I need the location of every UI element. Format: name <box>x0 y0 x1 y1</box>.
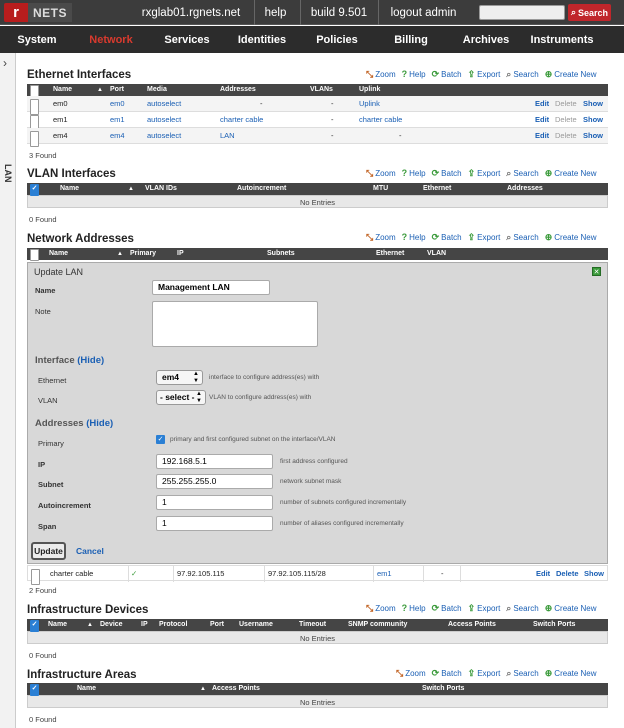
table-row: charter cable ✓ 97.92.105.115 97.92.105.115/28 em1 - Edit Delete Show <box>27 565 608 581</box>
table-row: em4 em4 autoselect LAN - - Edit Delete Show <box>27 128 608 144</box>
search-action-button[interactable]: ⌕ Search <box>506 68 539 79</box>
create-new-button[interactable]: ⊕ Create New <box>544 167 597 178</box>
export-icon: ⇪ <box>467 167 476 178</box>
vlan-table <box>27 183 608 208</box>
infra-devices-table <box>27 619 608 644</box>
help-icon: ? <box>401 69 408 79</box>
export-button[interactable]: ⇪ Export <box>467 602 501 613</box>
ip-label: IP <box>38 460 46 469</box>
magnifier-icon: ⌕ <box>506 667 512 678</box>
ethernet-title: Ethernet Interfaces <box>27 69 132 81</box>
addresses-rows <box>27 565 608 581</box>
autoincrement-field[interactable]: 1 <box>156 495 273 510</box>
search-input[interactable] <box>479 5 565 20</box>
zoom-button[interactable]: ⤡ Zoom <box>366 167 396 178</box>
autoincrement-hint: number of subnets configured incrementally <box>280 499 407 506</box>
update-button[interactable]: Update <box>31 542 66 560</box>
span-hint: number of aliases configured incrementally <box>280 520 404 527</box>
ethernet-table <box>27 84 608 144</box>
help-icon: ? <box>401 168 408 178</box>
addresses-heading: Addresses (Hide) <box>35 418 114 429</box>
show-button[interactable]: Show <box>583 99 603 108</box>
ip-hint: first address configured <box>280 458 348 465</box>
edit-button[interactable]: Edit <box>535 115 550 124</box>
select-all-checkbox[interactable]: ✓ <box>30 620 39 632</box>
row-checkbox[interactable] <box>31 569 40 585</box>
batch-icon: ⟳ <box>431 602 440 613</box>
logo[interactable] <box>4 3 72 22</box>
empty-message: No Entries <box>27 631 608 644</box>
search-action-button[interactable]: ⌕ Search <box>506 167 539 178</box>
build-info: build 9.501 <box>300 0 377 25</box>
ip-field[interactable]: 192.168.5.1 <box>156 454 273 469</box>
batch-icon: ⟳ <box>431 231 440 242</box>
table-header: Name ▲ Port Media Addresses VLANs Uplink <box>27 84 608 96</box>
select-all-checkbox[interactable]: ✓ <box>30 684 39 696</box>
magnifier-icon: ⌕ <box>506 231 512 242</box>
side-panel <box>0 53 16 728</box>
export-icon: ⇪ <box>467 68 476 79</box>
address-link[interactable]: charter cable <box>220 115 264 124</box>
help-button[interactable]: ? Help <box>401 168 426 178</box>
vlan-select[interactable]: - select - ▲ ▼ <box>156 390 206 405</box>
nav-instruments[interactable]: Instruments <box>530 33 594 46</box>
sort-arrow-icon[interactable]: ▲ <box>87 622 93 628</box>
table-row: em1 em1 autoselect charter cable - charter cable Edit Delete Show <box>27 112 608 128</box>
zoom-icon: ⤡ <box>396 667 404 678</box>
sort-arrow-icon[interactable]: ▲ <box>128 186 134 192</box>
export-button[interactable]: ⇪ Export <box>467 667 501 678</box>
subnet-label: Subnet <box>38 480 64 489</box>
magnifier-icon: ⌕ <box>506 167 512 178</box>
export-button[interactable]: ⇪ Export <box>467 231 501 242</box>
help-button[interactable]: ? Help <box>401 69 426 79</box>
search-button[interactable] <box>568 4 611 21</box>
ethernet-hint: interface to configure address(es) with <box>209 374 320 381</box>
addresses-hide-link[interactable]: (Hide) <box>86 418 114 429</box>
zoom-icon: ⤡ <box>366 602 374 613</box>
found-count: 0 Found <box>29 215 57 224</box>
nav-archives[interactable]: Archives <box>462 33 510 46</box>
batch-icon: ⟳ <box>431 167 440 178</box>
subnet-hint: network subnet mask <box>280 478 342 485</box>
plus-icon: ⊕ <box>544 68 553 79</box>
infra-devices-title: Infrastructure Devices <box>27 604 149 616</box>
subnet-field[interactable]: 255.255.255.0 <box>156 474 273 489</box>
nav-policies[interactable]: Policies <box>316 33 358 46</box>
infra-areas-table <box>27 683 608 708</box>
zoom-icon: ⤡ <box>366 167 374 178</box>
media-link[interactable]: autoselect <box>147 99 182 108</box>
create-new-button[interactable]: ⊕ Create New <box>544 231 597 242</box>
found-count: 2 Found <box>29 586 57 595</box>
ethernet-link[interactable]: em1 <box>377 569 392 578</box>
search-action-button[interactable]: ⌕ Search <box>506 667 539 678</box>
edit-button[interactable]: Edit <box>536 569 551 578</box>
magnifier-icon: ⌕ <box>506 602 512 613</box>
batch-button[interactable]: ⟳ Batch <box>431 167 462 178</box>
hostname: rxglab01.rgnets.net <box>141 6 241 19</box>
show-button[interactable]: Show <box>584 569 604 578</box>
nav-services[interactable]: Services <box>164 33 210 46</box>
media-link[interactable]: autoselect <box>147 115 182 124</box>
search-action-button[interactable]: ⌕ Search <box>506 602 539 613</box>
batch-button[interactable]: ⟳ Batch <box>431 68 462 79</box>
top-bar <box>0 0 624 25</box>
empty-message: No Entries <box>27 195 608 208</box>
export-icon: ⇪ <box>467 667 476 678</box>
zoom-button[interactable]: ⤡ Zoom <box>366 231 396 242</box>
vlan-title: VLAN Interfaces <box>27 168 116 180</box>
edit-button[interactable]: Edit <box>535 99 550 108</box>
updown-icon: ▲ ▼ <box>193 371 199 384</box>
batch-icon: ⟳ <box>431 68 440 79</box>
primary-checkbox[interactable]: ✓ <box>157 436 164 443</box>
help-icon: ? <box>401 603 408 613</box>
found-count: 0 Found <box>29 715 57 724</box>
help-button[interactable]: ? Help <box>401 232 426 242</box>
logo-mark: r <box>4 3 28 22</box>
sort-arrow-icon[interactable]: ▲ <box>117 251 123 257</box>
zoom-button[interactable]: ⤡ Zoom <box>396 667 426 678</box>
name-label: Name <box>35 286 56 295</box>
nav-network[interactable]: Network <box>89 33 133 46</box>
vlan-label: VLAN <box>38 396 58 405</box>
plus-icon: ⊕ <box>544 167 553 178</box>
autoincrement-label: Autoincrement <box>38 501 91 510</box>
show-button[interactable]: Show <box>583 131 603 140</box>
updown-icon: ▲ ▼ <box>196 391 202 404</box>
nav-system[interactable]: System <box>17 33 57 46</box>
zoom-button[interactable]: ⤡ Zoom <box>366 602 396 613</box>
select-all-checkbox[interactable]: ✓ <box>30 184 39 196</box>
export-icon: ⇪ <box>467 602 476 613</box>
empty-message: No Entries <box>27 695 608 708</box>
interface-heading: Interface (Hide) <box>35 355 105 366</box>
plus-icon: ⊕ <box>544 667 553 678</box>
zoom-button[interactable]: ⤡ Zoom <box>366 68 396 79</box>
ethernet-label: Ethernet <box>38 376 67 385</box>
help-button[interactable]: ? Help <box>401 603 426 613</box>
uplink-link[interactable]: Uplink <box>359 99 380 108</box>
addresses-title: Network Addresses <box>27 233 134 245</box>
delete-button[interactable]: Delete <box>555 99 577 108</box>
span-label: Span <box>38 522 57 531</box>
primary-label: Primary <box>38 439 64 448</box>
table-header: ✓ Name ▲ Access Points Switch Ports <box>27 683 608 695</box>
logout-link[interactable]: logout admin <box>378 0 468 25</box>
nav-identities[interactable]: Identities <box>237 33 287 46</box>
ethernet-select[interactable]: em4 ▲ ▼ <box>156 370 203 385</box>
delete-button[interactable]: Delete <box>555 115 577 124</box>
search-button-label: Search <box>578 7 609 18</box>
addresses-actions <box>360 231 597 243</box>
span-field[interactable]: 1 <box>156 516 273 531</box>
help-icon: ? <box>401 232 408 242</box>
table-header: ✓ Name ▲ Device IP Protocol Port Username Timeout SNMP community Access Points Switch Ports <box>27 619 608 631</box>
batch-button[interactable]: ⟳ Batch <box>431 602 462 613</box>
zoom-icon: ⤡ <box>366 231 374 242</box>
edit-button[interactable]: Edit <box>535 131 550 140</box>
form-title: Update LAN <box>34 267 84 277</box>
delete-button[interactable]: Delete <box>555 131 577 140</box>
primary-check-icon: ✓ <box>131 569 138 578</box>
vlan-hint: VLAN to configure address(es) with <box>209 394 312 401</box>
main-nav <box>0 26 624 53</box>
port-link[interactable]: em4 <box>110 131 125 140</box>
infra-areas-actions <box>390 667 597 679</box>
export-button[interactable]: ⇪ Export <box>467 167 501 178</box>
vlan-actions <box>360 167 597 179</box>
search-icon: ⌕ <box>570 7 576 17</box>
plus-icon: ⊕ <box>544 231 553 242</box>
create-new-button[interactable]: ⊕ Create New <box>544 667 597 678</box>
update-form <box>27 262 608 564</box>
sidebar-label: LAN <box>3 163 13 183</box>
delete-button[interactable]: Delete <box>556 569 579 578</box>
port-link[interactable]: em1 <box>110 115 125 124</box>
note-field[interactable] <box>152 301 318 347</box>
plus-icon: ⊕ <box>544 602 553 613</box>
logo-text: NETS <box>28 3 72 22</box>
zoom-icon: ⤡ <box>366 68 374 79</box>
found-count: 0 Found <box>29 651 57 660</box>
cancel-button[interactable]: Cancel <box>76 546 104 556</box>
export-button[interactable]: ⇪ Export <box>467 68 501 79</box>
table-row: em0 em0 autoselect - - Uplink Edit Delete Show <box>27 96 608 112</box>
infra-areas-title: Infrastructure Areas <box>27 669 137 681</box>
create-new-button[interactable]: ⊕ Create New <box>544 68 597 79</box>
found-count: 3 Found <box>29 151 57 160</box>
address-link[interactable]: LAN <box>220 131 235 140</box>
batch-button[interactable]: ⟳ Batch <box>431 231 462 242</box>
infra-devices-actions <box>360 602 597 614</box>
addresses-table <box>27 248 608 260</box>
magnifier-icon: ⌕ <box>506 68 512 79</box>
search-action-button[interactable]: ⌕ Search <box>506 231 539 242</box>
table-header: Name ▲ Primary IP Subnets Ethernet VLAN <box>27 248 608 260</box>
interface-hide-link[interactable]: (Hide) <box>77 355 105 366</box>
note-label: Note <box>35 307 51 316</box>
sidebar-toggle-icon[interactable]: › <box>3 56 7 70</box>
sort-arrow-icon[interactable]: ▲ <box>200 686 206 692</box>
uplink-link[interactable]: charter cable <box>359 115 403 124</box>
port-link[interactable]: em0 <box>110 99 125 108</box>
sort-arrow-icon[interactable]: ▲ <box>97 87 103 93</box>
media-link[interactable]: autoselect <box>147 131 182 140</box>
ethernet-actions <box>360 68 597 80</box>
name-field[interactable]: Management LAN <box>152 280 270 295</box>
select-all-checkbox[interactable] <box>30 249 39 261</box>
table-header: ✓ Name ▲ VLAN IDs Autoincrement MTU Ethernet Addresses <box>27 183 608 195</box>
primary-hint: primary and first configured subnet on the interface/VLAN <box>170 436 336 443</box>
batch-icon: ⟳ <box>431 667 440 678</box>
close-icon[interactable]: ✕ <box>593 269 600 276</box>
show-button[interactable]: Show <box>583 115 603 124</box>
help-link[interactable]: help <box>254 0 296 25</box>
batch-button[interactable]: ⟳ Batch <box>431 667 462 678</box>
row-checkbox[interactable] <box>30 131 39 147</box>
create-new-button[interactable]: ⊕ Create New <box>544 602 597 613</box>
nav-billing[interactable]: Billing <box>394 33 428 46</box>
export-icon: ⇪ <box>467 231 476 242</box>
